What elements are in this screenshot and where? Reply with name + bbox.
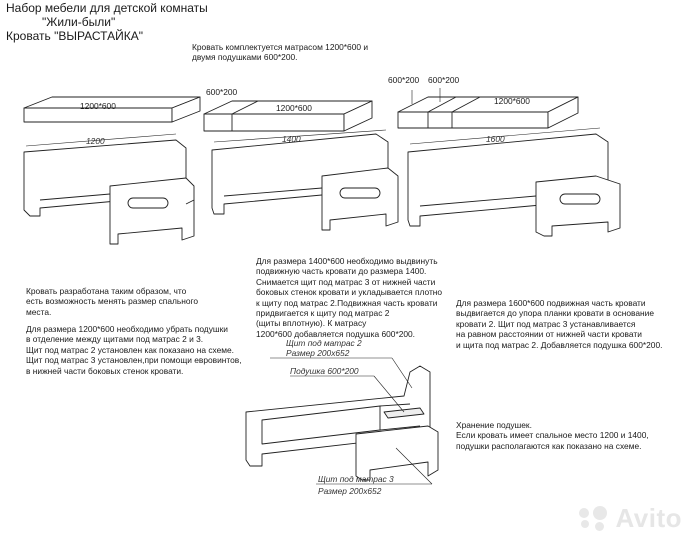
size-1400-instructions: Для размера 1400*600 необходимо выдвинуть подвижную часть кровати до размера 1400. Снимается щит под матрас 3 от нижней части боковых стенок кровати и укладывается плотно к щиту под матрас 2.Подвижная часть кровати придвигается к щиту под матрас 2 (щиты вплотную). К матрасу 1200*600 добавляется подушка 600*200.	[256, 256, 443, 339]
intro-note: Кровать комплектуется матрасом 1200*600 и двумя подушками 600*200.	[192, 42, 369, 63]
pillow-label: Подушка 600*200	[290, 366, 359, 376]
bed1-length: 1200	[86, 136, 105, 146]
storage-note: Хранение подушек. Если кровать имеет спальное место 1200 и 1400, подушки располагаются как показано на схеме.	[456, 420, 649, 451]
header-line-1: Набор мебели для детской комнаты	[6, 1, 208, 15]
shield2-size: Размер 200х652	[286, 348, 350, 358]
size-1600-instructions: Для размера 1600*600 подвижная часть кровати выдвигается до упора планки кровати в основание кровати 2. Щит под матрас 3 устанавливается на равном расстоянии от нижней части кровати и щита под матрас 2. Добавляется подушка 600*200.	[456, 298, 663, 350]
bed3-length: 1600	[486, 134, 505, 144]
mattress3-pillow1-size: 600*200	[388, 75, 420, 85]
header-line-2: "Жили-были"	[42, 15, 116, 29]
bed-1600-drawing	[408, 128, 620, 236]
header-line-3: Кровать "ВЫРАСТАЙКА"	[6, 29, 143, 43]
design-note: Кровать разработана таким образом, что есть возможность менять размер спального места.	[26, 286, 199, 317]
shield3-title: Щит под матрас 3	[318, 474, 394, 484]
storage-bed-drawing	[246, 366, 438, 480]
mattress-1600-drawing	[398, 88, 578, 128]
mattress2-pillow-size: 600*200	[206, 87, 238, 97]
bed-1200-drawing	[24, 134, 194, 244]
size-1200-instructions: Для размера 1200*600 необходимо убрать подушки в отделение между щитами под матрас 2 и 3. Щит под матрас 2 установлен как показано на схеме. Щит под матрас 3 установлен,при помощи евровинтов, в нижней части боковых стенок кровати.	[26, 324, 242, 376]
avito-wordmark: Avito	[615, 503, 682, 533]
mattress1-size: 1200*600	[80, 101, 116, 111]
shield3-size: Размер 200х652	[318, 486, 382, 496]
mattress2-size: 1200*600	[276, 103, 312, 113]
avito-logo-icon	[577, 506, 611, 532]
avito-watermark	[577, 503, 682, 534]
bed2-length: 1400	[282, 134, 301, 144]
mattress3-pillow2-size: 600*200	[428, 75, 460, 85]
mattress3-size: 1200*600	[494, 96, 530, 106]
shield2-title: Щит под матрас 2	[286, 338, 362, 348]
bed-1400-drawing	[212, 130, 398, 230]
